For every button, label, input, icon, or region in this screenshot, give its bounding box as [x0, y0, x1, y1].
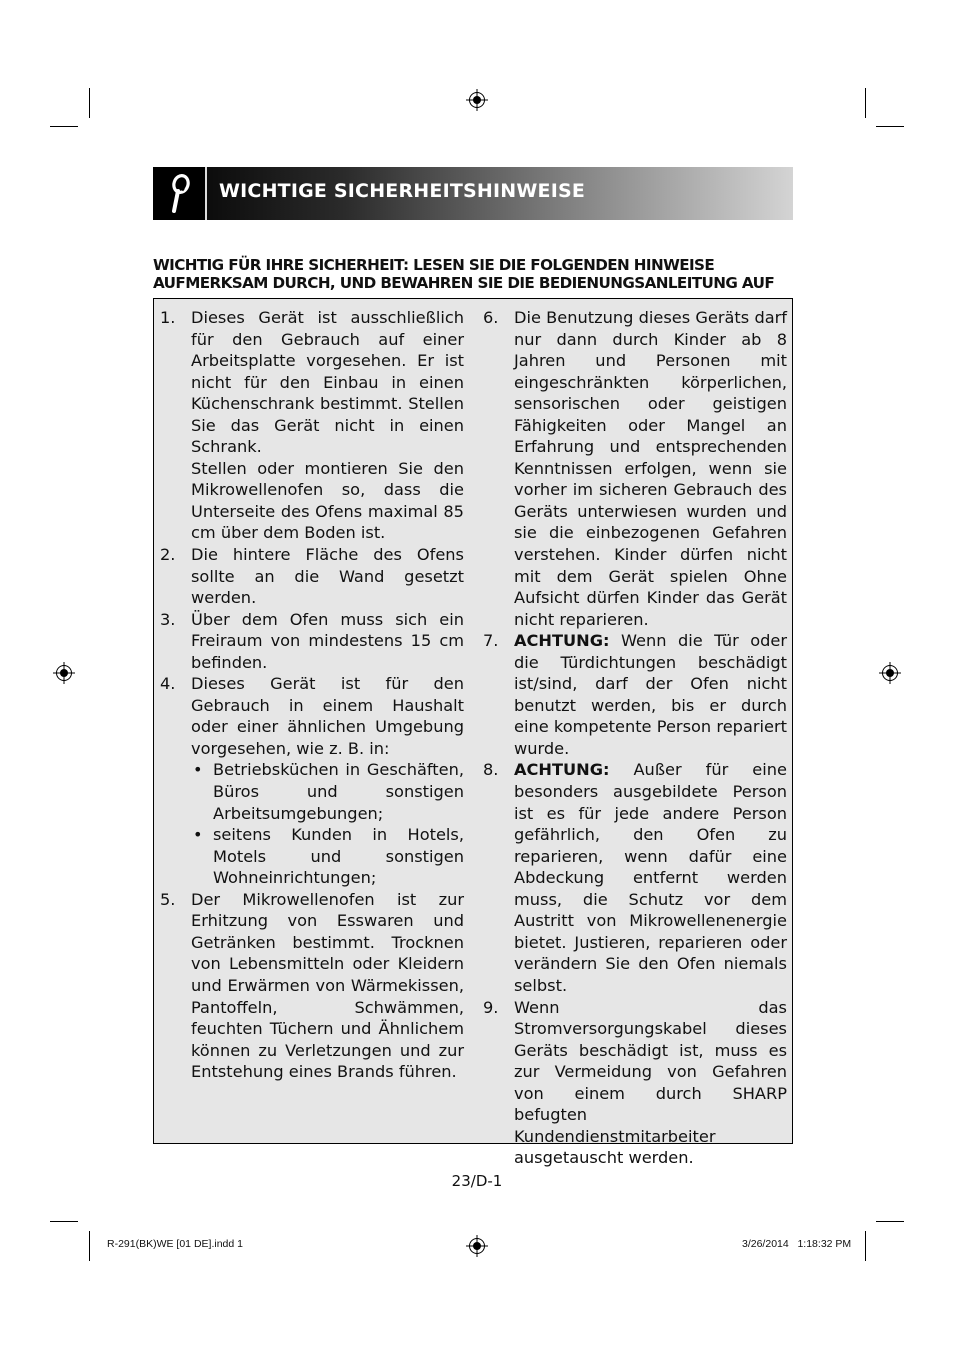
crop-mark: [865, 88, 866, 118]
spanner-icon: [153, 167, 205, 220]
list-item: [483, 630, 787, 759]
list-item: [483, 997, 787, 1169]
page-number: 23/D-1: [451, 1172, 503, 1190]
item-number: 9.: [483, 997, 499, 1017]
item-number: 7.: [483, 631, 499, 651]
section-header: [153, 167, 793, 220]
item-text: Stellen oder montieren Sie den Mikrowellenofen so, dass die Unterseite des Ofens maximal 85 cm über dem Boden ist.: [191, 458, 464, 543]
item-text: Der Mikrowellenofen ist zur Erhitzung von Esswaren und Getränken bestimmt. Trocknen von Lebensmitteln oder Kleidern und Erwärmen von Wärmekissen, Pantoffeln, Schwämmen, feuchten Tüchern und Ähnlichem können zu Verletzungen und zur Entstehung eines Brands führen.: [191, 889, 464, 1082]
item-text: Wenn das Stromversorgungskabel dieses Geräts beschädigt ist, muss es zur Vermeidung von Gefahren von einem durch SHARP befugten Kundendienstmitarbeiter ausgetauscht werden.: [514, 997, 787, 1168]
item-number: 3.: [160, 609, 176, 629]
warning-label: ACHTUNG:: [514, 760, 610, 780]
crop-mark: [89, 1231, 90, 1261]
crop-mark: [876, 126, 904, 127]
subheading-line: AUFMERKSAM DURCH, UND BEWAHREN SIE DIE BEDIENUNGSANLEITUNG AUF: [153, 274, 775, 292]
registration-mark-icon: [469, 1238, 485, 1254]
subheading-line: WICHTIG FÜR IHRE SICHERHEIT: LESEN SIE DIE FOLGENDEN HINWEISE: [153, 256, 715, 274]
crop-mark: [876, 1221, 904, 1222]
item-text: Dieses Gerät ist für den Gebrauch in einem Haushalt oder einer ähnlichen Umgebung vorgesehen, wie z. B. in:: [191, 674, 464, 758]
bullet-text: seitens Kunden in Hotels, Motels und sonstigen Wohneinrichtungen;: [213, 825, 464, 888]
header-divider: [205, 167, 207, 220]
list-item: [160, 544, 464, 609]
bullet-item: [191, 759, 464, 824]
item-number: 2.: [160, 545, 176, 565]
crop-mark: [50, 1221, 78, 1222]
bullet-icon: •: [193, 825, 203, 845]
crop-mark: [865, 1231, 866, 1261]
timestamp-slug: 3/26/2014 1:18:32 PM: [742, 1238, 852, 1250]
list-item: [160, 673, 464, 888]
item-text: Die Benutzung dieses Geräts darf nur dann durch Kinder ab 8 Jahren und Personen mit eingeschränkten körperlichen, sensorischen oder geistigen Fähigkeiten oder Mangel an Erfahrung und entsprechenden Kenntnissen erfolgen, wenn sie vorher im sicheren Gebrauch des Geräts unterwiesen wurden und sie die einbezogenen Gefahren verstehen. Kinder dürfen nicht mit dem Gerät spielen Ohne Aufsicht dürfen Kinder das Gerät nicht reparieren.: [514, 308, 787, 629]
item-text: [514, 759, 787, 996]
item-number: 1.: [160, 308, 176, 327]
item-number: 4.: [160, 674, 176, 694]
item-number: 6.: [483, 308, 499, 327]
bullet-icon: •: [193, 760, 203, 780]
warning-label: ACHTUNG:: [514, 631, 610, 651]
list-item: [160, 889, 464, 1083]
warning-text: Wenn die Tür oder die Türdichtungen beschädigt ist/sind, darf der Ofen nicht benutzt werden, bis er durch eine kompetente Person repariert wurde.: [514, 631, 787, 758]
registration-mark-icon: [56, 665, 72, 681]
registration-mark-icon: [882, 665, 898, 681]
list-item: [483, 307, 787, 630]
registration-mark-icon: [469, 92, 485, 108]
right-column: [483, 307, 787, 1169]
warning-text: Außer für eine besonders ausgebildete Person ist es für jede andere Person gefährlich, den Ofen zu reparieren, wenn dafür eine Abdeckung entfernt werden muss, die Schutz vor dem Austritt von Mikrowellenenergie bietet. Justieren, reparieren oder verändern Sie den Ofen niemals selbst.: [514, 760, 787, 995]
list-item: [160, 609, 464, 674]
crop-mark: [89, 88, 90, 118]
item-text: [514, 630, 787, 759]
section-title: WICHTIGE SICHERHEITSHINWEISE: [219, 180, 586, 202]
instructions-box: [153, 298, 793, 1168]
item-text: Dieses Gerät ist ausschließlich für den Gebrauch auf einer Arbeitsplatte vorgesehen. Er ist nicht für den Einbau in einen Küchenschrank bestimmt. Stellen Sie das Gerät nicht in einen Schrank.: [191, 308, 464, 457]
item-number: 8.: [483, 760, 499, 780]
item-text: Über dem Ofen muss sich ein Freiraum von mindestens 15 cm befinden.: [191, 609, 464, 672]
file-slug: R-291(BK)WE [01 DE].indd 1: [107, 1238, 243, 1250]
list-item: [483, 759, 787, 996]
icon-box: [153, 167, 205, 220]
bullet-text: Betriebsküchen in Geschäften, Büros und sonstigen Arbeitsumgebungen;: [213, 760, 464, 823]
safety-subheading: [153, 256, 793, 292]
left-column: [160, 307, 464, 1083]
crop-mark: [50, 126, 78, 127]
item-number: 5.: [160, 889, 176, 909]
bullet-item: [191, 824, 464, 889]
list-item: [160, 307, 464, 544]
item-text: Die hintere Fläche des Ofens sollte an die Wand gesetzt werden.: [191, 545, 464, 608]
